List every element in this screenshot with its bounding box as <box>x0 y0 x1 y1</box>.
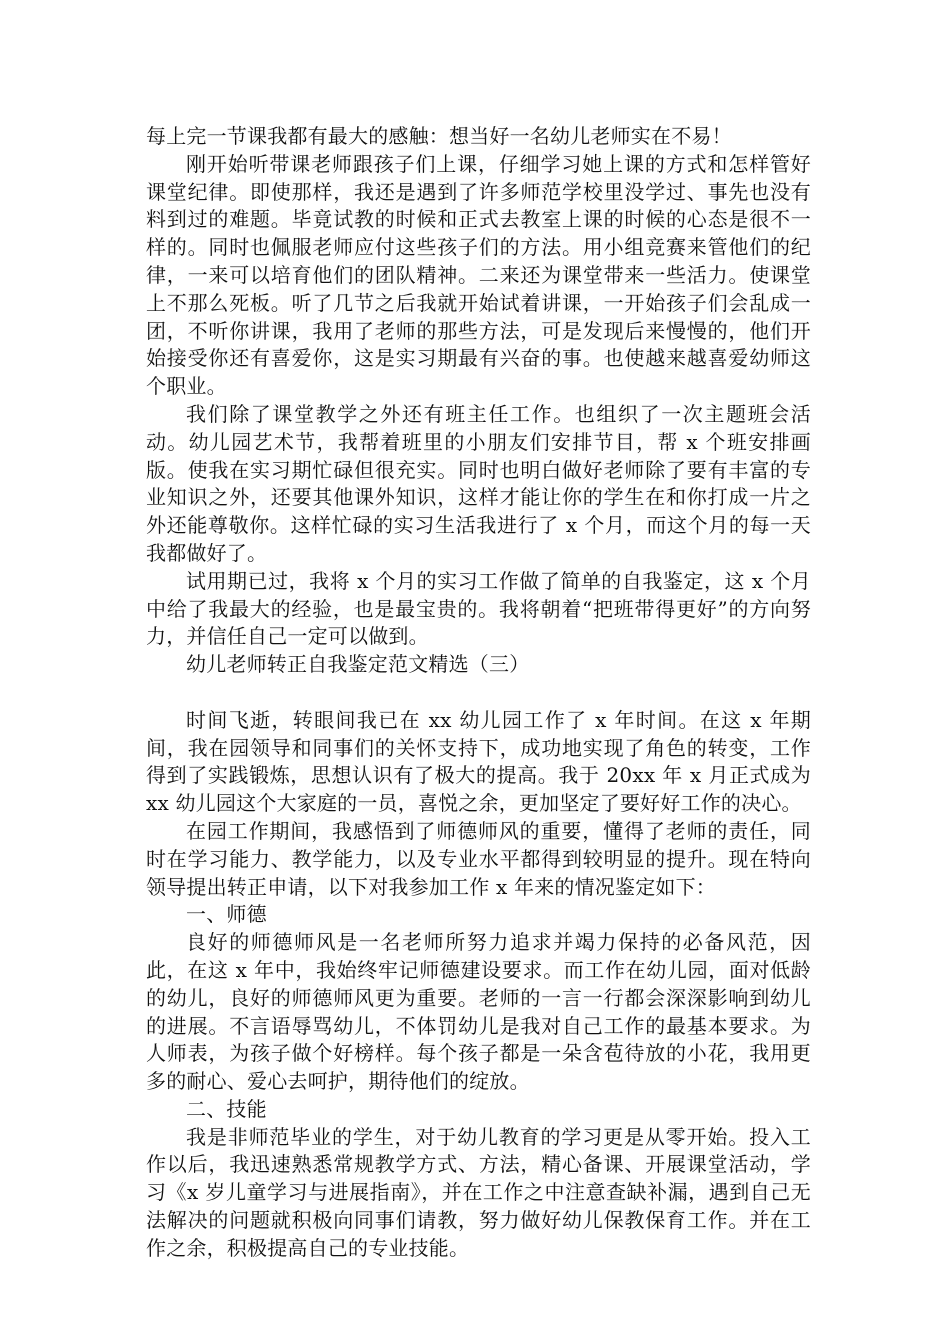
document-body <box>146 123 811 1263</box>
paragraph-work-period: 在园工作期间，我感悟到了师德师风的重要，懂得了老师的责任，同时在学习能力、教学能力，以及专业水平都得到较明显的提升。现在特向领导提出转正申请，以下对我参加工作 x 年来的情况鉴定如下： <box>146 818 811 899</box>
blank-line <box>146 679 811 707</box>
paragraph-head-teacher-work: 我们除了课堂教学之外还有班主任工作。也组织了一次主题班会活动。幼儿园艺术节，我帮着班里的小朋友们安排节目，帮 x 个班安排画版。使我在实习期忙碌但很充实。同时也明白做好老师除了要有丰富的专业知识之外，还要其他课外知识，这样才能让你的学生在和你打成一片之外还能尊敬你。这样忙碌的实习生活我进行了 x 个月，而这个月的每一天我都做好了。 <box>146 401 811 565</box>
paragraph-opening-line: 每上完一节课我都有最大的感触：想当好一名幼儿老师实在不易！ <box>146 124 732 148</box>
paragraph-ethics: 良好的师德师风是一名老师所努力追求并竭力保持的必备风范，因此，在这 x 年中，我始终牢记师德建设要求。而工作在幼儿园，面对低龄的幼儿，良好的师德师风更为重要。老师的一言一行都会深深影响到幼儿的进展。不言语辱骂幼儿，不体罚幼儿是我对自己工作的最基本要求。为人师表，为孩子做个好榜样。每个孩子都是一朵含苞待放的小花，我用更多的耐心、爱心去呵护，期待他们的绽放。 <box>146 930 811 1094</box>
paragraph-skills: 我是非师范毕业的学生，对于幼儿教育的学习更是从零开始。投入工作以后，我迅速熟悉常规教学方式、方法，精心备课、开展课堂活动，学习《x 岁儿童学习与进展指南》，并在工作之中注意查缺补漏，遇到自己无法解决的问题就积极向同事们请教，努力做好幼儿保教保育工作。并在工作之余，积极提高自己的专业技能。 <box>146 1124 811 1260</box>
heading-skills: 二、技能 <box>186 1096 267 1121</box>
heading-ethics: 一、师德 <box>186 902 267 927</box>
section-title-three: 幼儿老师转正自我鉴定范文精选（三） <box>186 652 530 677</box>
paragraph-probation-summary: 试用期已过，我将 x 个月的实习工作做了简单的自我鉴定，这 x 个月中给了我最大的经验，也是最宝贵的。我将朝着“把班带得更好”的方向努力，并信任自己一定可以做到。 <box>146 568 811 649</box>
paragraph-listening-class: 刚开始听带课老师跟孩子们上课，仔细学习她上课的方式和怎样管好课堂纪律。即使那样，我还是遇到了许多师范学校里没学过、事先也没有料到过的难题。毕竟试教的时候和正式去教室上课的时候的心态是很不一样的。同时也佩服老师应付这些孩子们的方法。用小组竞赛来管他们的纪律，一来可以培育他们的团队精神。二来还为课堂带来一些活力。使课堂上不那么死板。听了几节之后我就开始试着讲课，一开始孩子们会乱成一团，不听你讲课，我用了老师的那些方法，可是发现后来慢慢的，他们开始接受你还有喜爱你，这是实习期最有兴奋的事。也使越来越喜爱幼师这个职业。 <box>146 151 811 399</box>
paragraph-time-flies: 时间飞逝，转眼间我已在 xx 幼儿园工作了 x 年时间。在这 x 年期间，我在园领导和同事们的关怀支持下，成功地实现了角色的转变，工作得到了实践锻炼，思想认识有了极大的提高。我于 20xx 年 x 月正式成为 xx 幼儿园这个大家庭的一员，喜悦之余，更加坚定了要好好工作的决心。 <box>146 707 811 816</box>
